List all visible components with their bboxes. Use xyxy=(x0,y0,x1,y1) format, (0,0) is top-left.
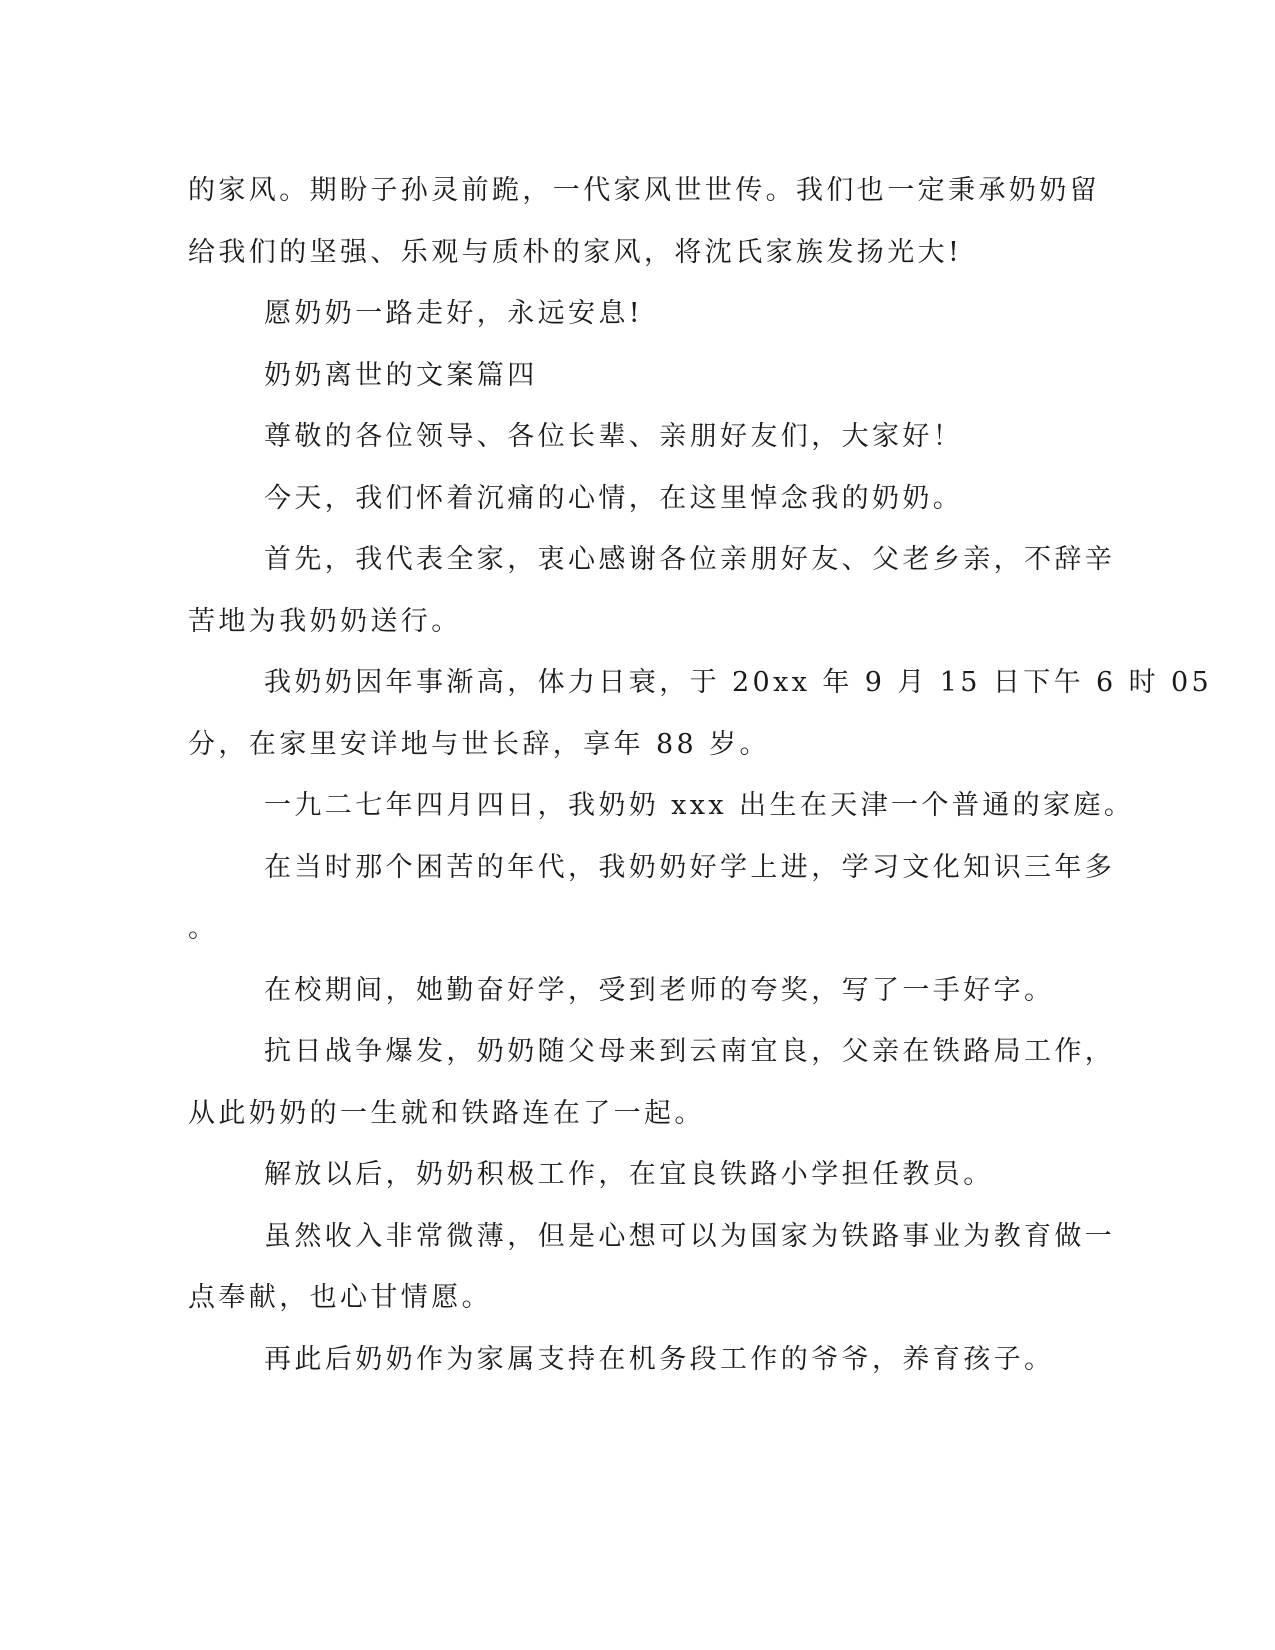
document-body xyxy=(188,160,1213,1390)
text-line: 一九二七年四月四日，我奶奶 xxx 出生在天津一个普通的家庭。 xyxy=(264,790,1135,821)
text-line: 尊敬的各位领导、各位长辈、亲朋好友们，大家好！ xyxy=(264,421,964,452)
text-line: 。 xyxy=(188,913,219,944)
text-line: 再此后奶奶作为家属支持在机务段工作的爷爷，养育孩子。 xyxy=(264,1343,1055,1375)
text-line: 首先，我代表全家，衷心感谢各位亲朋好友、父老乡亲，不辞辛 xyxy=(264,544,1116,575)
text-line: 从此奶奶的一生就和铁路连在了一起。 xyxy=(188,1097,705,1129)
text-line: 点奉献，也心甘情愿。 xyxy=(188,1282,492,1313)
text-line: 我奶奶因年事渐高，体力日衰，于 20xx 年 9 月 15 日下午 6 时 05 xyxy=(264,667,1213,698)
text-line: 苦地为我奶奶送行。 xyxy=(188,605,462,637)
text-line: 在校期间，她勤奋好学，受到老师的夸奖，写了一手好字。 xyxy=(264,974,1055,1006)
text-line: 的家风。期盼子孙灵前跪，一代家风世世传。我们也一定秉承奶奶留 xyxy=(188,175,1100,206)
text-line: 今天，我们怀着沉痛的心情，在这里悼念我的奶奶。 xyxy=(264,482,964,514)
text-line: 在当时那个困苦的年代，我奶奶好学上进，学习文化知识三年多 xyxy=(264,851,1116,883)
text-line: 抗日战争爆发，奶奶随父母来到云南宜良，父亲在铁路局工作， xyxy=(264,1036,1116,1067)
section-heading: 奶奶离世的文案篇四 xyxy=(264,359,538,391)
text-line: 分，在家里安详地与世长辞，享年 88 岁。 xyxy=(188,728,770,760)
text-line: 给我们的坚强、乐观与质朴的家风，将沈氏家族发扬光大! xyxy=(188,236,963,268)
text-line: 愿奶奶一路走好，永远安息! xyxy=(264,298,644,329)
text-line: 虽然收入非常微薄，但是心想可以为国家为铁路事业为教育做一 xyxy=(264,1220,1116,1252)
text-line: 解放以后，奶奶积极工作，在宜良铁路小学担任教员。 xyxy=(264,1159,994,1190)
